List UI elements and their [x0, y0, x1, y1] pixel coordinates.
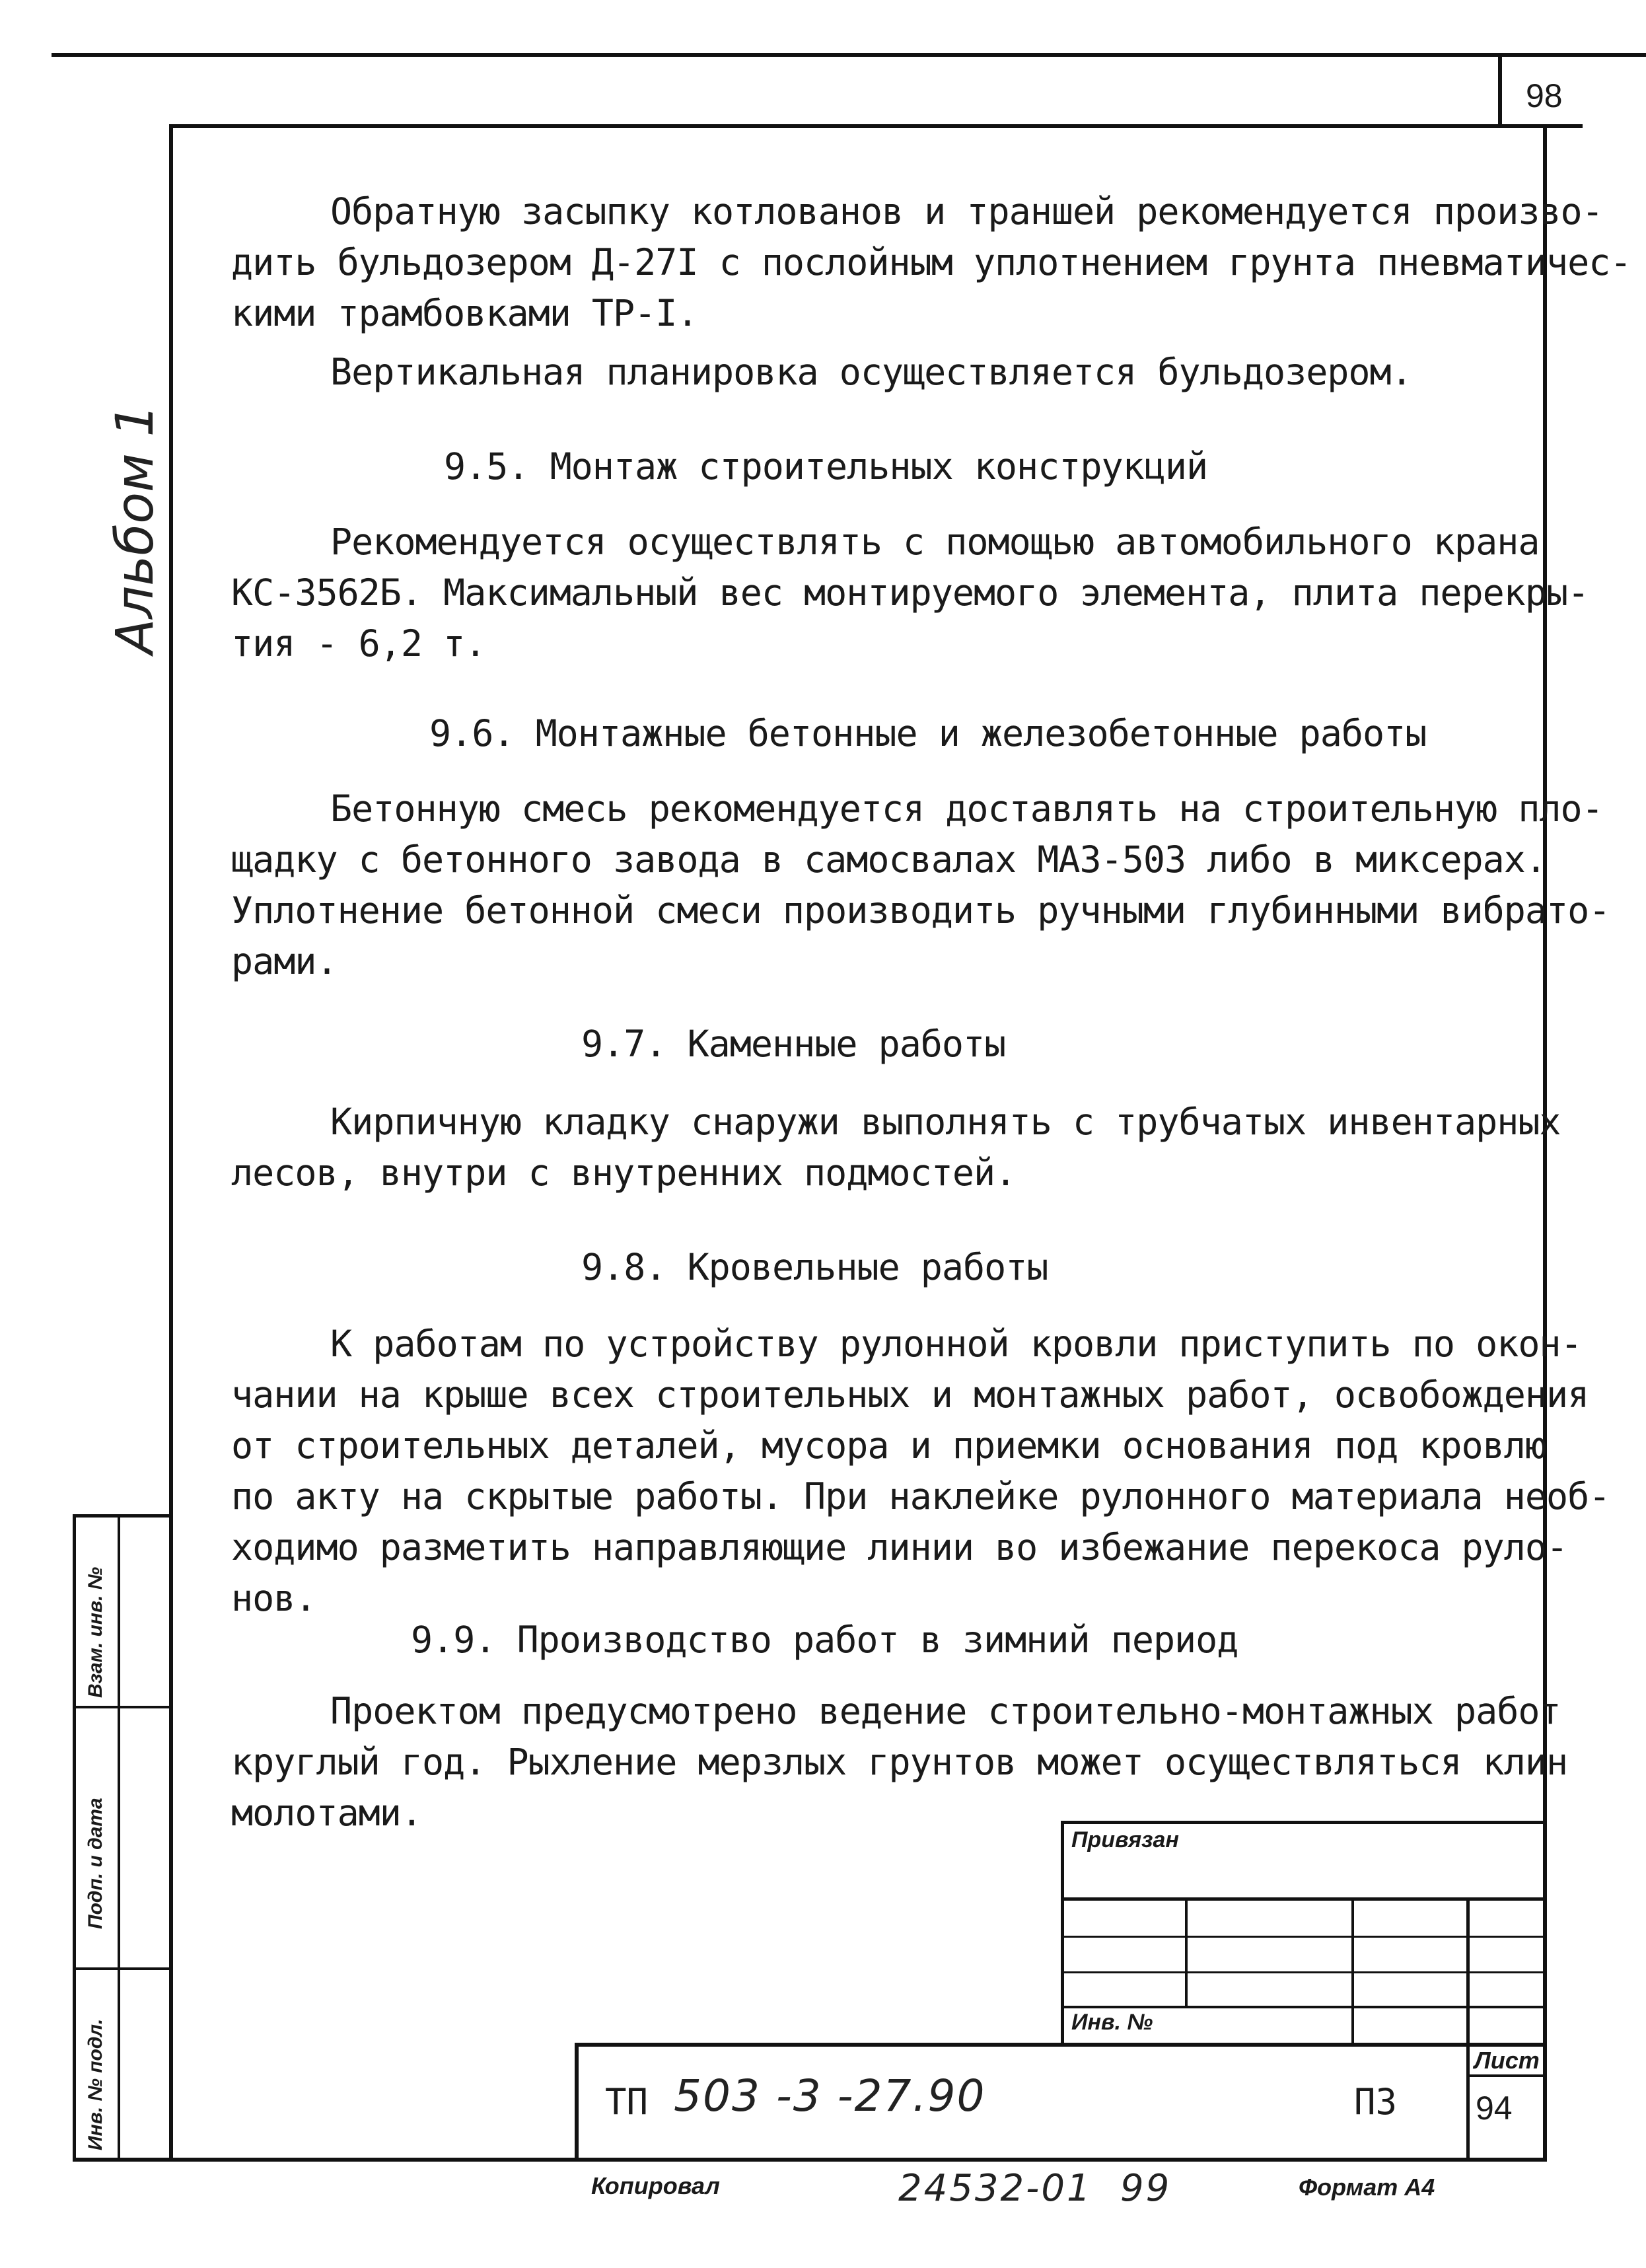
text-line: ходимо разметить направляющие линии во избежание перекоса руло- — [231, 1526, 1568, 1568]
text-line: молотами. — [231, 1792, 423, 1834]
tb-v2 — [1351, 1897, 1354, 2043]
privyazan-label: Привязан — [1071, 1827, 1179, 1852]
text-line: КС-3562Б. Максимальный вес монтируемого элемента, плита перекры- — [231, 571, 1589, 614]
text-line: Кирпичную кладку снаружи выполнять с трубчатых инвентарных — [330, 1101, 1561, 1143]
tb-h1 — [1061, 1897, 1547, 1901]
section-9-6-title: 9.6. Монтажные бетонные и железобетонные работы — [429, 712, 1427, 754]
list-label: Лист — [1474, 2047, 1540, 2074]
section-9-9-text — [231, 1686, 1567, 1839]
text-line: чании на крыше всех строительных и монтажных работ, освобождения — [231, 1373, 1589, 1416]
text-line: рами. — [231, 940, 338, 982]
footer-kopiroval: Копировал — [591, 2172, 720, 2199]
tb-h4 — [1061, 2006, 1547, 2008]
page-number: 98 — [1526, 77, 1563, 114]
tb-upper-top — [1061, 1821, 1547, 1824]
section-9-5-text — [231, 517, 1589, 669]
text-line: по акту на скрытые работы. При наклейке рулонного материала необ- — [231, 1475, 1610, 1518]
inv-no-label: Инв. № — [1071, 2010, 1153, 2035]
side-stamp-left — [73, 1514, 76, 2162]
text-line: Бетонную смесь рекомендуется доставлять на строительную пло- — [330, 787, 1603, 830]
footer-format: Формат А4 — [1299, 2174, 1435, 2201]
side-stamp-div1 — [73, 1706, 173, 1708]
text-line: Обратную засыпку котлованов и траншей рекомендуется произво- — [330, 190, 1603, 233]
tb-v3 — [1466, 1897, 1470, 2162]
margin-note: Альбом 1 — [106, 404, 165, 654]
footer-page: 99 — [1120, 2167, 1172, 2210]
paragraph-leveling: Вертикальная планировка осуществляется бульдозером. — [330, 351, 1412, 393]
text-line: от строительных деталей, мусора и приемки основания под кровлю — [231, 1424, 1546, 1467]
doc-prefix: ТП — [605, 2081, 649, 2123]
frame-left — [169, 124, 173, 2160]
section-9-8-title: 9.8. Кровельные работы — [581, 1246, 1048, 1288]
text-line: круглый год. Рыхление мерзлых грунтов может осуществляться клин — [231, 1741, 1568, 1783]
text-line: лесов, внутри с внутренних подмостей. — [231, 1152, 1017, 1194]
paragraph-backfill — [231, 186, 1631, 339]
side-stamp-top — [73, 1514, 173, 1518]
section-9-9-title: 9.9. Производство работ в зимний период — [411, 1619, 1238, 1661]
tb-upper-left — [1061, 1821, 1064, 2043]
footer-number: 24532-01 — [898, 2167, 1092, 2210]
section-9-7-title: 9.7. Каменные работы — [581, 1023, 1006, 1065]
text-line: нов. — [231, 1577, 316, 1619]
side-label-podp: Подп. и дата — [85, 1798, 106, 1929]
text-line: тия - 6,2 т. — [231, 622, 486, 665]
text-line: Уплотнение бетонной смеси производить ручными глубинными вибрато- — [231, 889, 1610, 932]
tb-main-top — [575, 2043, 1547, 2047]
text-line: кими трамбовками ТР-I. — [231, 292, 698, 334]
side-stamp-div2 — [73, 1967, 173, 1970]
frame-bottom — [73, 2158, 1547, 2162]
side-label-inv-podl: Инв. № подл. — [85, 2018, 106, 2150]
page-number-box-left — [1498, 53, 1502, 127]
section-9-7-text — [231, 1097, 1561, 1198]
side-stamp-mid — [118, 1514, 120, 2162]
frame-top — [169, 124, 1583, 128]
doc-type: ПЗ — [1354, 2081, 1398, 2123]
side-label-vzam: Взам. инв. № — [85, 1566, 106, 1698]
section-9-8-text — [231, 1319, 1610, 1624]
text-line: Рекомендуется осуществлять с помощью автомобильного крана — [330, 521, 1540, 563]
tb-list-divider — [1466, 2074, 1547, 2077]
tb-h2 — [1061, 1936, 1547, 1938]
tb-v1 — [1185, 1897, 1188, 2008]
top-rule — [52, 53, 1646, 57]
section-9-5-title: 9.5. Монтаж строительных конструкций — [444, 445, 1208, 488]
list-number: 94 — [1476, 2090, 1513, 2127]
doc-code: 503 -3 -27.90 — [674, 2070, 986, 2121]
text-line: дить бульдозером Д-27I с послойным уплотнением грунта пневматичес- — [231, 241, 1631, 283]
text-line: К работам по устройству рулонной кровли приступить по окон- — [330, 1323, 1582, 1365]
text-line: Проектом предусмотрено ведение строительно-монтажных работ — [330, 1690, 1561, 1732]
tb-main-left — [575, 2043, 579, 2162]
text-line: щадку с бетонного завода в самосвалах МАЗ-503 либо в миксерах. — [231, 838, 1546, 881]
tb-h3 — [1061, 1971, 1547, 1973]
section-9-6-text — [231, 784, 1610, 987]
